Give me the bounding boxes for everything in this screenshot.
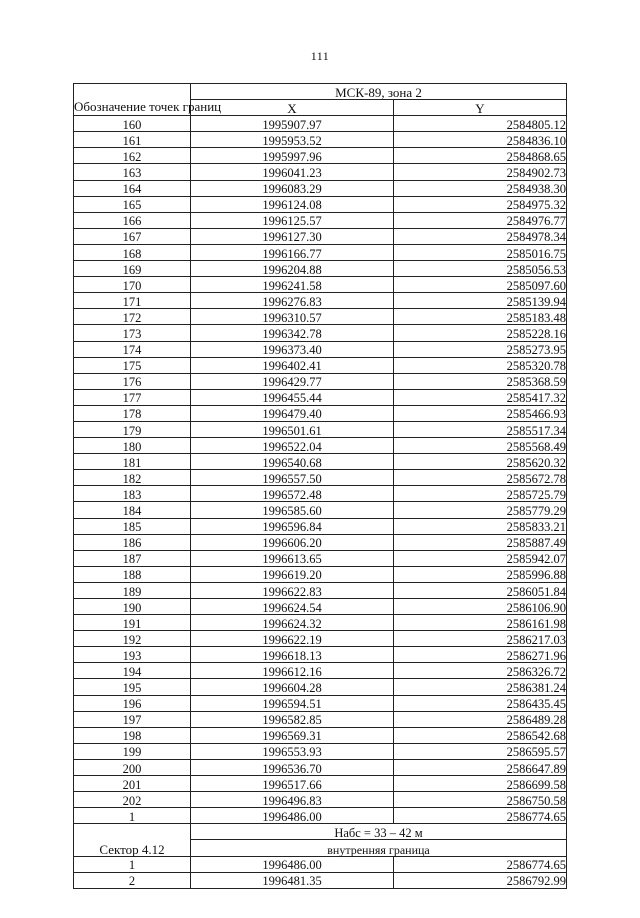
- table-row: [74, 405, 567, 421]
- table-row: [74, 438, 567, 454]
- x-coordinate-cell: 1996486.00: [191, 856, 394, 872]
- y-coordinate-cell: 2585833.21: [394, 518, 567, 534]
- table-row: [74, 228, 567, 244]
- x-coordinate-cell: 1996241.58: [191, 277, 394, 293]
- y-coordinate-cell: 2586326.72: [394, 663, 567, 679]
- boundary-type-label: внутренняя граница: [191, 840, 567, 856]
- y-column-header: Y: [394, 100, 567, 116]
- table-row: [74, 872, 567, 888]
- y-coordinate-cell: 2586699.58: [394, 776, 567, 792]
- y-coordinate-cell: 2586542.68: [394, 727, 567, 743]
- point-id-cell: 179: [74, 421, 191, 437]
- x-coordinate-cell: 1996618.13: [191, 647, 394, 663]
- y-coordinate-cell: 2586774.65: [394, 856, 567, 872]
- x-coordinate-cell: 1996572.48: [191, 486, 394, 502]
- point-id-cell: 166: [74, 212, 191, 228]
- x-coordinate-cell: 1996612.16: [191, 663, 394, 679]
- point-id-cell: 197: [74, 711, 191, 727]
- point-id-cell: 169: [74, 261, 191, 277]
- x-coordinate-cell: 1996125.57: [191, 212, 394, 228]
- table-row: [74, 856, 567, 872]
- coordinates-table: [73, 83, 567, 889]
- point-id-cell: 163: [74, 164, 191, 180]
- y-coordinate-cell: 2586792.99: [394, 872, 567, 888]
- table-row: [74, 341, 567, 357]
- x-coordinate-cell: 1996486.00: [191, 808, 394, 824]
- table-row: [74, 776, 567, 792]
- point-id-cell: 168: [74, 244, 191, 260]
- crs-header: МСК-89, зона 2: [191, 84, 567, 100]
- point-id-cell: 177: [74, 389, 191, 405]
- y-coordinate-cell: 2585672.78: [394, 470, 567, 486]
- x-coordinate-cell: 1996596.84: [191, 518, 394, 534]
- table-row: [74, 727, 567, 743]
- y-coordinate-cell: 2584902.73: [394, 164, 567, 180]
- x-coordinate-cell: 1996373.40: [191, 341, 394, 357]
- table-row: [74, 759, 567, 775]
- x-coordinate-cell: 1996517.66: [191, 776, 394, 792]
- point-id-cell: 2: [74, 872, 191, 888]
- x-coordinate-cell: 1996622.19: [191, 631, 394, 647]
- point-id-cell: 196: [74, 695, 191, 711]
- point-id-cell: 184: [74, 502, 191, 518]
- y-coordinate-cell: 2586161.98: [394, 615, 567, 631]
- y-coordinate-cell: 2584978.34: [394, 228, 567, 244]
- x-coordinate-cell: 1996041.23: [191, 164, 394, 180]
- table-row: [74, 566, 567, 582]
- table-row: [74, 132, 567, 148]
- y-coordinate-cell: 2585368.59: [394, 373, 567, 389]
- sector-label: Сектор 4.12: [74, 824, 191, 856]
- y-coordinate-cell: 2586750.58: [394, 792, 567, 808]
- y-coordinate-cell: 2584976.77: [394, 212, 567, 228]
- table-row: [74, 148, 567, 164]
- point-id-cell: 189: [74, 582, 191, 598]
- table-row: [74, 663, 567, 679]
- x-coordinate-cell: 1996276.83: [191, 293, 394, 309]
- point-id-cell: 193: [74, 647, 191, 663]
- y-coordinate-cell: 2586106.90: [394, 599, 567, 615]
- point-id-cell: 201: [74, 776, 191, 792]
- table-row: [74, 309, 567, 325]
- x-coordinate-cell: 1996342.78: [191, 325, 394, 341]
- table-row: [74, 421, 567, 437]
- point-id-cell: 175: [74, 357, 191, 373]
- y-coordinate-cell: 2585228.16: [394, 325, 567, 341]
- table-row: [74, 631, 567, 647]
- y-coordinate-cell: 2585568.49: [394, 438, 567, 454]
- y-coordinate-cell: 2585779.29: [394, 502, 567, 518]
- point-id-cell: 178: [74, 405, 191, 421]
- point-id-cell: 160: [74, 116, 191, 132]
- y-coordinate-cell: 2586271.96: [394, 647, 567, 663]
- point-id-cell: 199: [74, 743, 191, 759]
- table-row: [74, 599, 567, 615]
- y-coordinate-cell: 2586774.65: [394, 808, 567, 824]
- y-coordinate-cell: 2585417.32: [394, 389, 567, 405]
- x-coordinate-cell: 1995907.97: [191, 116, 394, 132]
- y-coordinate-cell: 2586647.89: [394, 759, 567, 775]
- table-row: [74, 116, 567, 132]
- table-row: [74, 647, 567, 663]
- point-id-cell: 173: [74, 325, 191, 341]
- page-number: 111: [310, 49, 330, 63]
- y-coordinate-cell: 2586381.24: [394, 679, 567, 695]
- x-coordinate-cell: 1996594.51: [191, 695, 394, 711]
- x-coordinate-cell: 1996124.08: [191, 196, 394, 212]
- y-coordinate-cell: 2586217.03: [394, 631, 567, 647]
- x-coordinate-cell: 1996429.77: [191, 373, 394, 389]
- y-coordinate-cell: 2586489.28: [394, 711, 567, 727]
- point-id-cell: 190: [74, 599, 191, 615]
- y-coordinate-cell: 2585942.07: [394, 550, 567, 566]
- point-id-cell: 180: [74, 438, 191, 454]
- x-coordinate-cell: 1996622.83: [191, 582, 394, 598]
- table-row: [74, 550, 567, 566]
- x-coordinate-cell: 1996501.61: [191, 421, 394, 437]
- y-coordinate-cell: 2585887.49: [394, 534, 567, 550]
- point-id-cell: 194: [74, 663, 191, 679]
- x-coordinate-cell: 1995953.52: [191, 132, 394, 148]
- table-row: [74, 615, 567, 631]
- x-coordinate-cell: 1996582.85: [191, 711, 394, 727]
- x-column-header: X: [191, 100, 394, 116]
- x-coordinate-cell: 1996481.35: [191, 872, 394, 888]
- x-coordinate-cell: 1996540.68: [191, 454, 394, 470]
- y-coordinate-cell: 2585097.60: [394, 277, 567, 293]
- table-row: [74, 261, 567, 277]
- table-row: [74, 244, 567, 260]
- table-row: [74, 808, 567, 824]
- y-coordinate-cell: 2585016.75: [394, 244, 567, 260]
- table-row: [74, 196, 567, 212]
- table-row: [74, 293, 567, 309]
- point-id-cell: 188: [74, 566, 191, 582]
- x-coordinate-cell: 1996204.88: [191, 261, 394, 277]
- table-row: [74, 486, 567, 502]
- y-coordinate-cell: 2585056.53: [394, 261, 567, 277]
- table-row: [74, 164, 567, 180]
- point-id-cell: 162: [74, 148, 191, 164]
- point-label-header: Обозначение точек границ: [74, 84, 191, 116]
- y-coordinate-cell: 2585139.94: [394, 293, 567, 309]
- y-coordinate-cell: 2586435.45: [394, 695, 567, 711]
- x-coordinate-cell: 1996569.31: [191, 727, 394, 743]
- point-id-cell: 185: [74, 518, 191, 534]
- x-coordinate-cell: 1996553.93: [191, 743, 394, 759]
- y-coordinate-cell: 2585996.88: [394, 566, 567, 582]
- y-coordinate-cell: 2584868.65: [394, 148, 567, 164]
- point-id-cell: 165: [74, 196, 191, 212]
- x-coordinate-cell: 1996496.83: [191, 792, 394, 808]
- table-row: [74, 277, 567, 293]
- x-coordinate-cell: 1996166.77: [191, 244, 394, 260]
- point-id-cell: 192: [74, 631, 191, 647]
- point-id-cell: 171: [74, 293, 191, 309]
- x-coordinate-cell: 1996624.54: [191, 599, 394, 615]
- point-id-cell: 182: [74, 470, 191, 486]
- y-coordinate-cell: 2585320.78: [394, 357, 567, 373]
- height-range-label: Набс = 33 – 42 м: [191, 824, 567, 840]
- y-coordinate-cell: 2584975.32: [394, 196, 567, 212]
- x-coordinate-cell: 1996624.32: [191, 615, 394, 631]
- x-coordinate-cell: 1996619.20: [191, 566, 394, 582]
- y-coordinate-cell: 2585517.34: [394, 421, 567, 437]
- table-row: [74, 792, 567, 808]
- table-row: [74, 518, 567, 534]
- y-coordinate-cell: 2585273.95: [394, 341, 567, 357]
- x-coordinate-cell: 1996310.57: [191, 309, 394, 325]
- table-row: [74, 454, 567, 470]
- table-header-row: [74, 84, 567, 100]
- y-coordinate-cell: 2584938.30: [394, 180, 567, 196]
- point-id-cell: 161: [74, 132, 191, 148]
- point-id-cell: 167: [74, 228, 191, 244]
- point-id-cell: 183: [74, 486, 191, 502]
- x-coordinate-cell: 1996606.20: [191, 534, 394, 550]
- point-id-cell: 191: [74, 615, 191, 631]
- table-row: [74, 470, 567, 486]
- table-row: [74, 373, 567, 389]
- y-coordinate-cell: 2585725.79: [394, 486, 567, 502]
- point-id-cell: 198: [74, 727, 191, 743]
- x-coordinate-cell: 1996522.04: [191, 438, 394, 454]
- point-id-cell: 1: [74, 856, 191, 872]
- table-row: [74, 679, 567, 695]
- table-row: [74, 325, 567, 341]
- table-row: [74, 711, 567, 727]
- x-coordinate-cell: 1996455.44: [191, 389, 394, 405]
- y-coordinate-cell: 2585620.32: [394, 454, 567, 470]
- x-coordinate-cell: 1996604.28: [191, 679, 394, 695]
- point-id-cell: 181: [74, 454, 191, 470]
- table-row: [74, 582, 567, 598]
- point-id-cell: 1: [74, 808, 191, 824]
- point-id-cell: 170: [74, 277, 191, 293]
- sector-header-row: [74, 824, 567, 840]
- table-row: [74, 180, 567, 196]
- table-row: [74, 695, 567, 711]
- y-coordinate-cell: 2586051.84: [394, 582, 567, 598]
- x-coordinate-cell: 1995997.96: [191, 148, 394, 164]
- table-row: [74, 743, 567, 759]
- table-row: [74, 212, 567, 228]
- x-coordinate-cell: 1996402.41: [191, 357, 394, 373]
- point-id-cell: 187: [74, 550, 191, 566]
- point-id-cell: 174: [74, 341, 191, 357]
- point-id-cell: 172: [74, 309, 191, 325]
- x-coordinate-cell: 1996083.29: [191, 180, 394, 196]
- point-id-cell: 200: [74, 759, 191, 775]
- point-id-cell: 195: [74, 679, 191, 695]
- point-id-cell: 176: [74, 373, 191, 389]
- point-id-cell: 202: [74, 792, 191, 808]
- x-coordinate-cell: 1996557.50: [191, 470, 394, 486]
- point-id-cell: 164: [74, 180, 191, 196]
- x-coordinate-cell: 1996479.40: [191, 405, 394, 421]
- y-coordinate-cell: 2584836.10: [394, 132, 567, 148]
- x-coordinate-cell: 1996127.30: [191, 228, 394, 244]
- x-coordinate-cell: 1996613.65: [191, 550, 394, 566]
- table-row: [74, 357, 567, 373]
- y-coordinate-cell: 2585466.93: [394, 405, 567, 421]
- y-coordinate-cell: 2584805.12: [394, 116, 567, 132]
- table-row: [74, 389, 567, 405]
- point-id-cell: 186: [74, 534, 191, 550]
- table-row: [74, 534, 567, 550]
- x-coordinate-cell: 1996585.60: [191, 502, 394, 518]
- y-coordinate-cell: 2586595.57: [394, 743, 567, 759]
- table-row: [74, 502, 567, 518]
- y-coordinate-cell: 2585183.48: [394, 309, 567, 325]
- x-coordinate-cell: 1996536.70: [191, 759, 394, 775]
